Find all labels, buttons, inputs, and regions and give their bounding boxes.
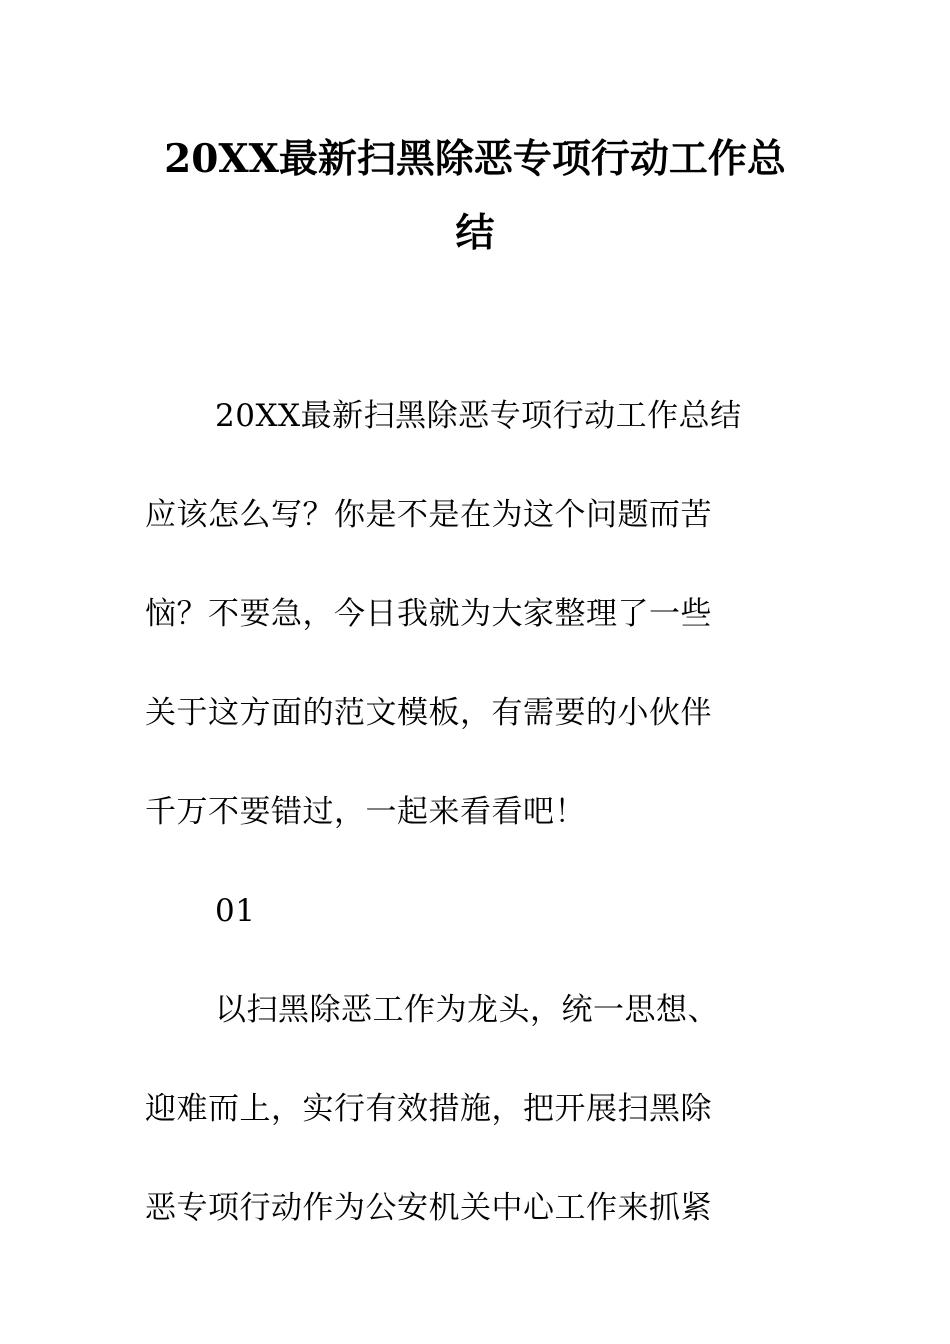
section-line-3: 恶专项行动作为公安机关中心工作来抓紧 [145,1190,712,1226]
intro-line-1: 20XX最新扫黑除恶专项行动工作总结 [215,398,742,434]
intro-paragraph [145,367,805,862]
intro-line-2: 应该怎么写？你是不是在为这个问题而苦 [145,497,712,533]
section-line-2: 迎难而上，实行有效措施，把开展扫黑除 [145,1091,712,1127]
intro-line-5: 千万不要错过，一起来看看吧！ [145,794,586,830]
document-title [150,122,800,270]
section-number-text: 01 [215,893,256,929]
intro-line-3: 恼？不要急，今日我就为大家整理了一些 [145,596,712,632]
intro-line-4: 关于这方面的范文模板，有需要的小伙伴 [145,695,712,731]
title-line-2: 结 [455,210,495,256]
section-number [145,862,805,961]
section-paragraph [145,961,805,1258]
title-line-1: 20XX最新扫黑除恶专项行动工作总 [164,136,786,182]
document-body [145,367,805,1258]
section-line-1: 以扫黑除恶工作为龙头，统一思想、 [215,992,719,1028]
